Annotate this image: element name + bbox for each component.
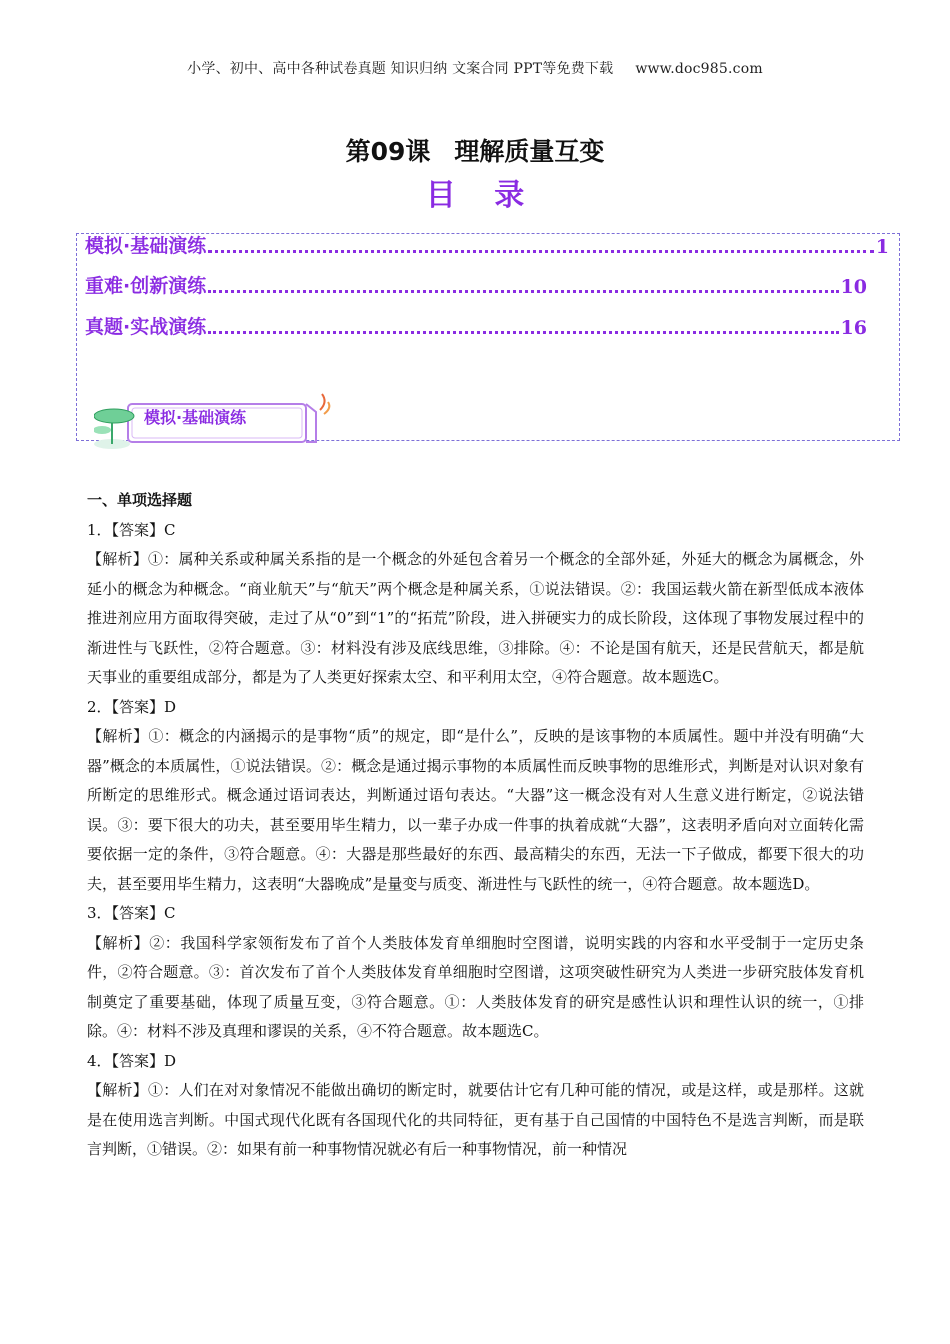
toc-item-label: 重难·创新演练 <box>85 275 207 297</box>
header-text: 小学、初中、高中各种试卷真题 知识归纳 文案合同 PPT等免费下载 <box>187 61 614 77</box>
toc-leader-dots <box>208 290 838 293</box>
banner-label: 模拟·基础演练 <box>144 408 247 427</box>
question-analysis: 【解析】①：人们在对对象情况不能做出确切的断定时，就要估计它有几种可能的情况，或是这样，或是那样。这就是在使用选言判断。中国式现代化既有各国现代化的共同特征，更有基于自己国情的中国特色不是选言判断，而是联言判断，①错误。②：如果有前一种事物情况就必有后一种事物情况，前一种情况 <box>87 1081 864 1158</box>
question-answer: 2．【答案】D <box>87 697 177 716</box>
question-analysis: 【解析】①：概念的内涵揭示的是事物“质”的规定，即“是什么”，反映的是该事物的本质属性。题中并没有明确“大器”概念的本质属性，①说法错误。②：概念是通过揭示事物的本质属性而反映事物的思维形式，判断是对认识对象有所断定的思维形式。概念通过语词表达，判断通过语句表达。“大器”这一概念没有对人生意义进行断定，②说法错误。③：要下很大的功夫，甚至要用毕生精力，以一辈子办成一件事的执着成就“大器”，这表明矛盾向对立面转化需要依据一定的条件，③符合题意。④：大器是那些最好的东西、最高精尖的东西，无法一下子做成，都要下很大的功夫，甚至要用毕生精力，这表明“大器晚成”是量变与质变、渐进性与飞跃性的统一，④符合题意。故本题选D。 <box>87 727 864 893</box>
toc-item-page: 16 <box>840 317 867 339</box>
lesson-topic: 理解质量互变 <box>454 137 605 166</box>
toc-item-page: 1 <box>875 236 889 258</box>
toc-leader-dots <box>208 331 838 334</box>
question-block <box>87 1047 864 1165</box>
question-analysis: 【解析】②：我国科学家领衔发布了首个人类肢体发育单细胞时空图谱，说明实践的内容和水平受制于一定历史条件，②符合题意。③：首次发布了首个人类肢体发育单细胞时空图谱，这项突破性研究为人类进一步研究肢体发育机制奠定了重要基础，体现了质量互变，③符合题意。①：人类肢体发育的研究是感性认识和理性认识的统一，①排除。④：材料不涉及真理和谬误的关系，④不符合题意。故本题选C。 <box>87 933 864 1040</box>
page-title <box>0 132 950 168</box>
page-header <box>0 58 950 78</box>
question-block <box>87 516 864 693</box>
answer-content <box>87 486 864 1165</box>
question-block <box>87 693 864 900</box>
question-answer: 1．【答案】C <box>87 520 176 539</box>
question-block <box>87 899 864 1047</box>
lesson-number: 第09课 <box>345 137 431 166</box>
toc-heading: 目 录 <box>425 178 539 213</box>
toc-item-hard[interactable] <box>85 272 867 298</box>
question-answer: 4．【答案】D <box>87 1051 177 1070</box>
toc-item-basic[interactable] <box>85 232 889 258</box>
question-answer: 3．【答案】C <box>87 904 176 922</box>
header-url[interactable]: www.doc985.com <box>635 61 763 77</box>
toc-leader-dots <box>208 250 874 253</box>
question-analysis: 【解析】①：属种关系或种属关系指的是一个概念的外延包含着另一个概念的全部外延，外延大的概念为属概念，外延小的概念为种概念。“商业航天”与“航天”两个概念是种属关系，①说法错误。②：我国运载火箭在新型低成本液体推进剂应用方面取得突破，走过了从“0”到“1”的“拓荒”阶段，进入拼硬实力的成长阶段，这体现了事物发展过程中的渐进性与飞跃性，②符合题意。③：材料没有涉及底线思维，③排除。④：不论是国有航天，还是民营航天，都是航天事业的重要组成部分，都是为了人类更好探索太空、和平利用太空，④符合题意。故本题选C。 <box>87 550 864 686</box>
toc-item-real[interactable] <box>85 313 867 339</box>
toc-item-page: 10 <box>840 276 867 298</box>
section-title: 一、单项选择题 <box>87 491 193 509</box>
toc-item-label: 真题·实战演练 <box>85 316 207 338</box>
section-banner <box>94 388 344 452</box>
toc-item-label: 模拟·基础演练 <box>85 235 207 257</box>
